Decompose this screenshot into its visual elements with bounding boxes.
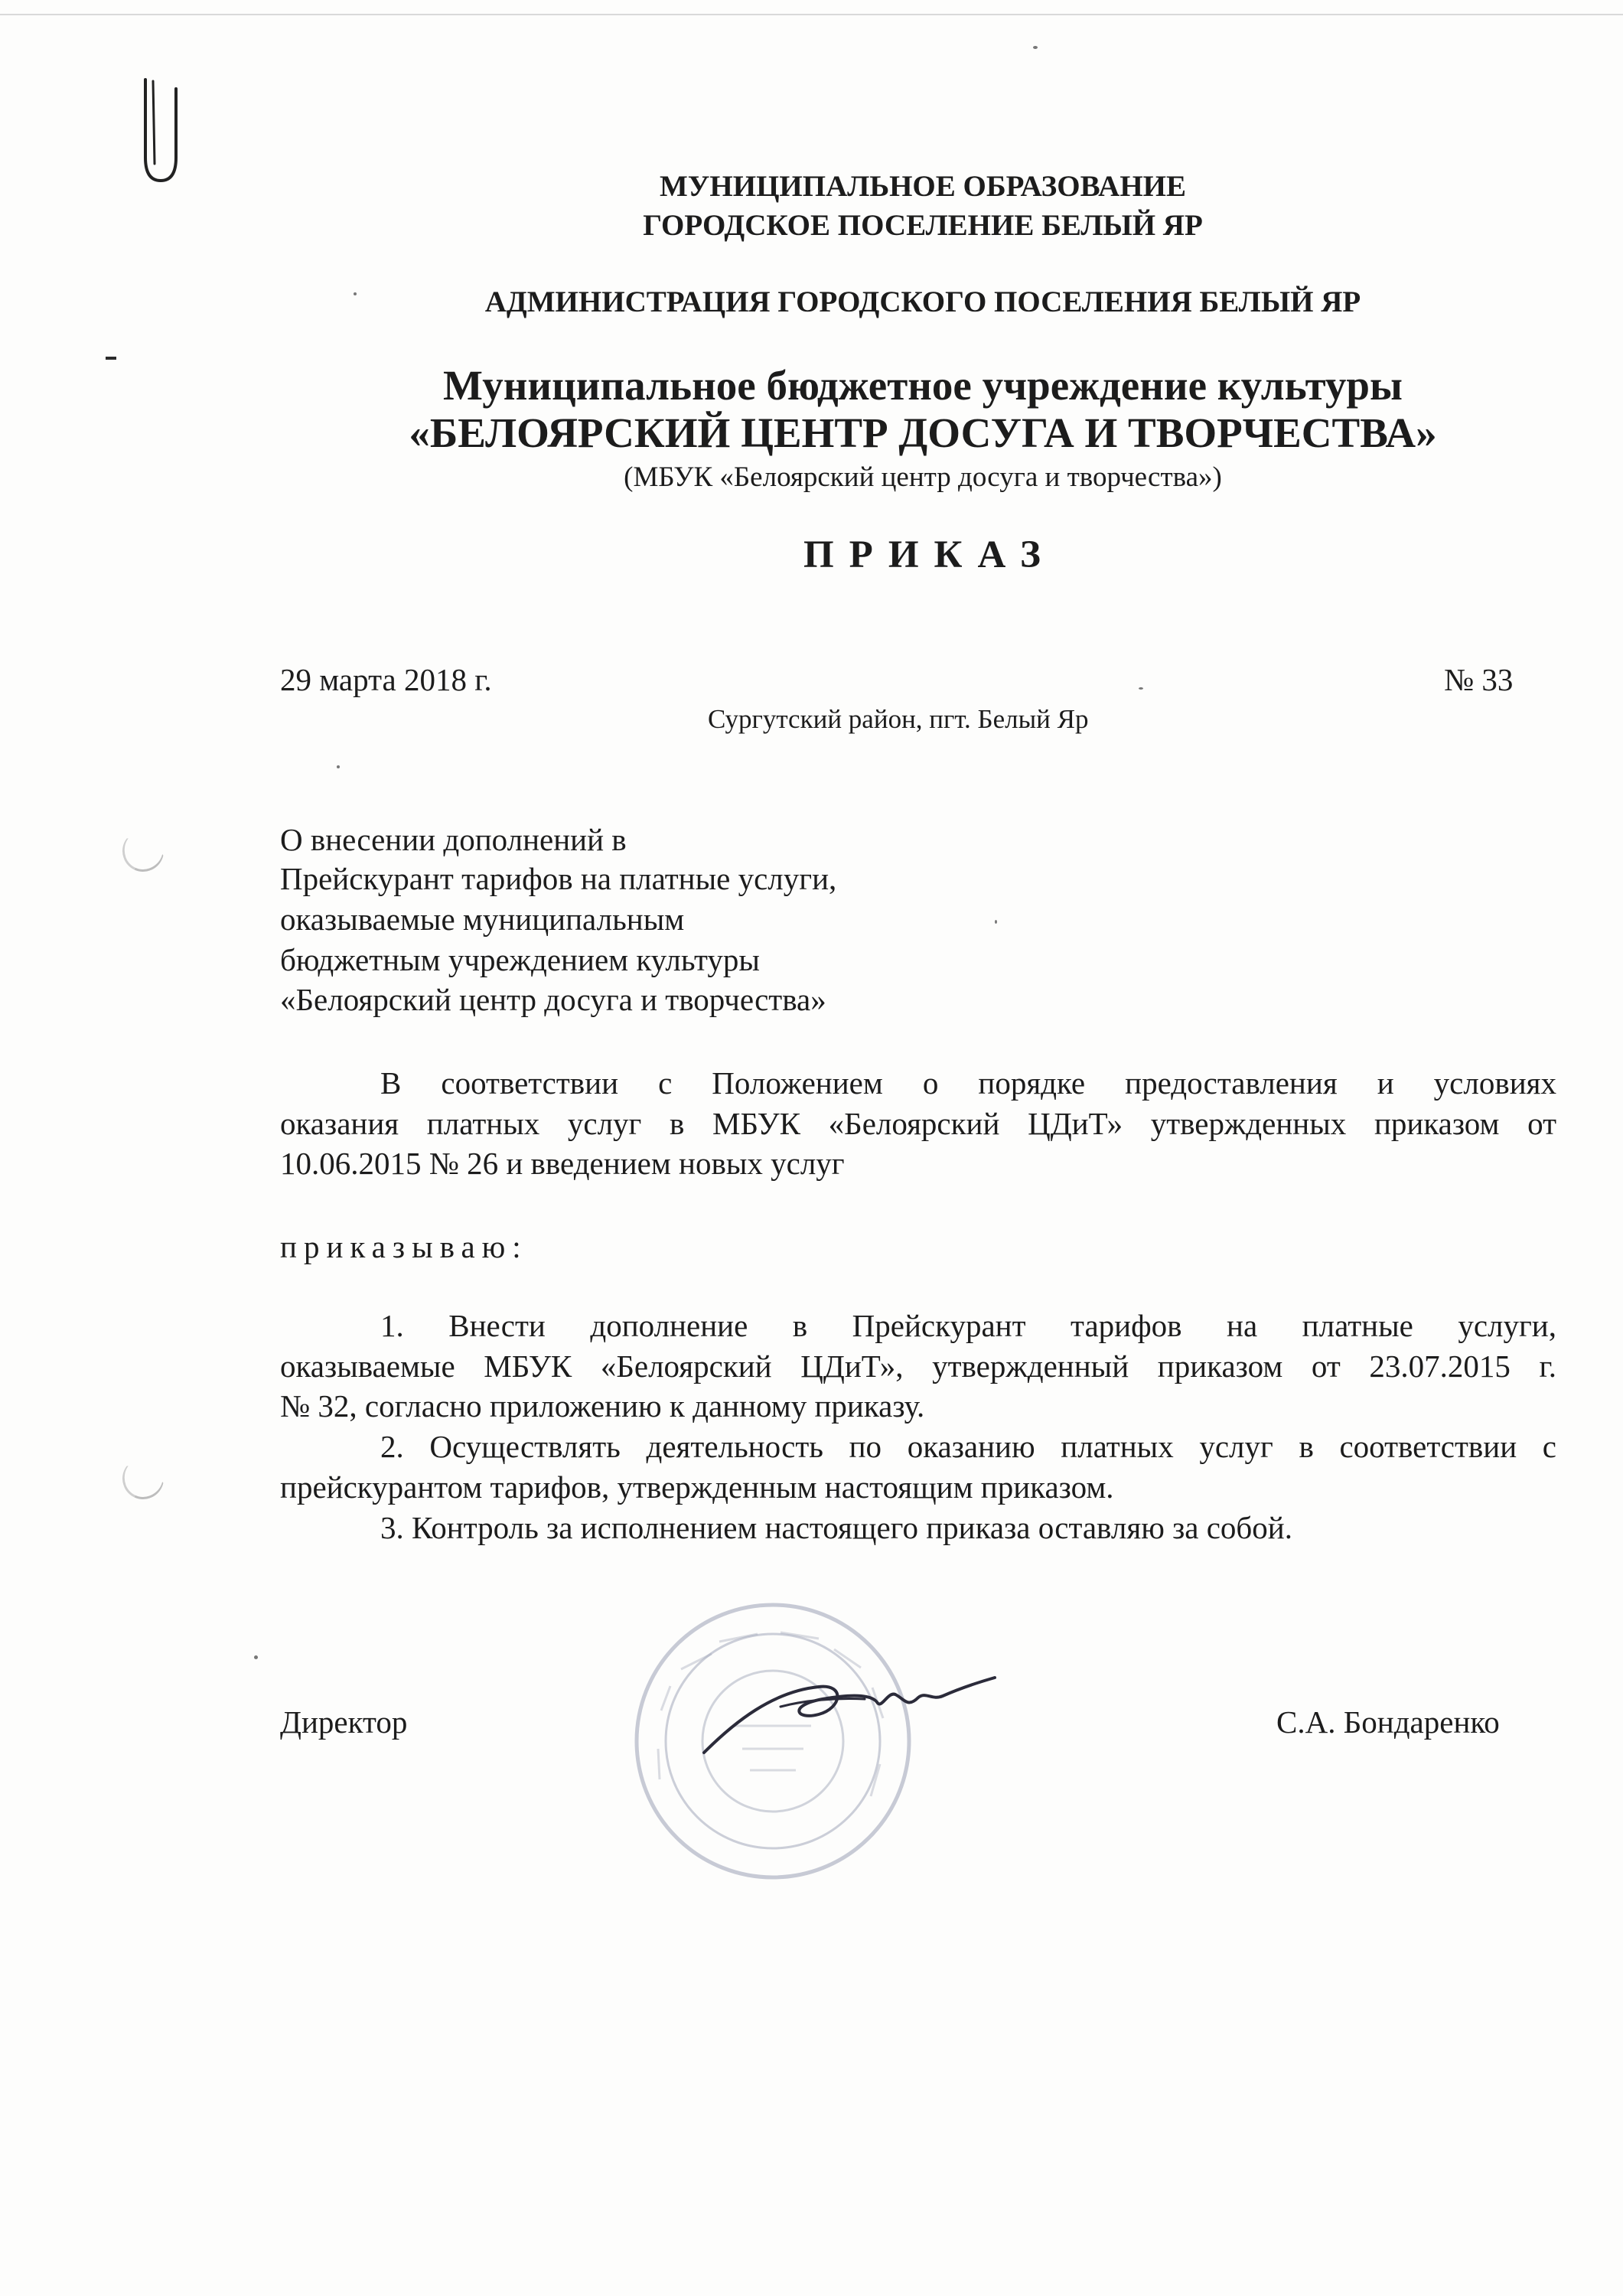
scan-speck (337, 765, 340, 768)
subject-line: оказываемые муниципальным (280, 902, 685, 937)
signature-scribble (689, 1661, 1010, 1768)
preamble-line: 10.06.2015 № 26 и введением новых услуг (280, 1146, 845, 1181)
item-3-line: 3. Контроль за исполнением настоящего приказа оставляю за собой. (380, 1510, 1292, 1545)
signatory-name: С.А. Бондаренко (1276, 1704, 1500, 1740)
punch-hole (116, 1452, 169, 1505)
document-title: ПРИКАЗ (803, 533, 1056, 576)
punch-hole (116, 824, 169, 877)
scan-speck (995, 920, 997, 924)
order-place: Сургутский район, пгт. Белый Яр (708, 704, 1089, 734)
preamble-line: оказания платных услуг в МБУК «Белоярский ЦДиТ» утвержденных приказом от (280, 1106, 1556, 1141)
institution-name: Муниципальное бюджетное учреждение культуры (443, 362, 1403, 409)
signatory-position: Директор (280, 1704, 408, 1740)
item-1-line: оказываемые МБУК «Белоярский ЦДиТ», утвержденный приказом от 23.07.2015 г. (280, 1349, 1556, 1384)
item-2-line: прейскурантом тарифов, утвержденным настоящим приказом. (280, 1469, 1114, 1505)
order-word: приказываю: (280, 1229, 528, 1264)
scan-speck (1033, 46, 1038, 49)
preamble-line: В соответствии с Положением о порядке предоставления и условиях (380, 1065, 1556, 1101)
subject-line: бюджетным учреждением культуры (280, 942, 760, 977)
subject-line: Прейскурант тарифов на платные услуги, (280, 861, 837, 896)
scan-edge (0, 14, 1623, 15)
scan-mark (106, 357, 116, 360)
institution-title: «БЕЛОЯРСКИЙ ЦЕНТР ДОСУГА И ТВОРЧЕСТВА» (409, 409, 1437, 456)
order-number: № 33 (1444, 662, 1514, 697)
subject-line: «Белоярский центр досуга и творчества» (280, 982, 826, 1017)
institution-abbr: (МБУК «Белоярский центр досуга и творчества») (624, 461, 1222, 493)
subject-line: О внесении дополнений в (280, 822, 627, 857)
item-1-line: № 32, согласно приложению к данному приказу. (280, 1388, 925, 1424)
item-1-line: 1. Внести дополнение в Прейскурант тарифов на платные услуги, (380, 1308, 1556, 1343)
order-date: 29 марта 2018 г. (280, 662, 492, 697)
header-line-1: МУНИЦИПАЛЬНОЕ ОБРАЗОВАНИЕ (659, 170, 1187, 203)
header-administration: АДМИНИСТРАЦИЯ ГОРОДСКОГО ПОСЕЛЕНИЯ БЕЛЫЙ ЯР (484, 285, 1361, 318)
item-2-line: 2. Осуществлять деятельность по оказанию платных услуг в соответствии с (380, 1429, 1556, 1464)
scan-speck (254, 1655, 258, 1659)
header-line-2: ГОРОДСКОЕ ПОСЕЛЕНИЕ БЕЛЫЙ ЯР (643, 209, 1203, 242)
scan-speck (1139, 687, 1143, 690)
